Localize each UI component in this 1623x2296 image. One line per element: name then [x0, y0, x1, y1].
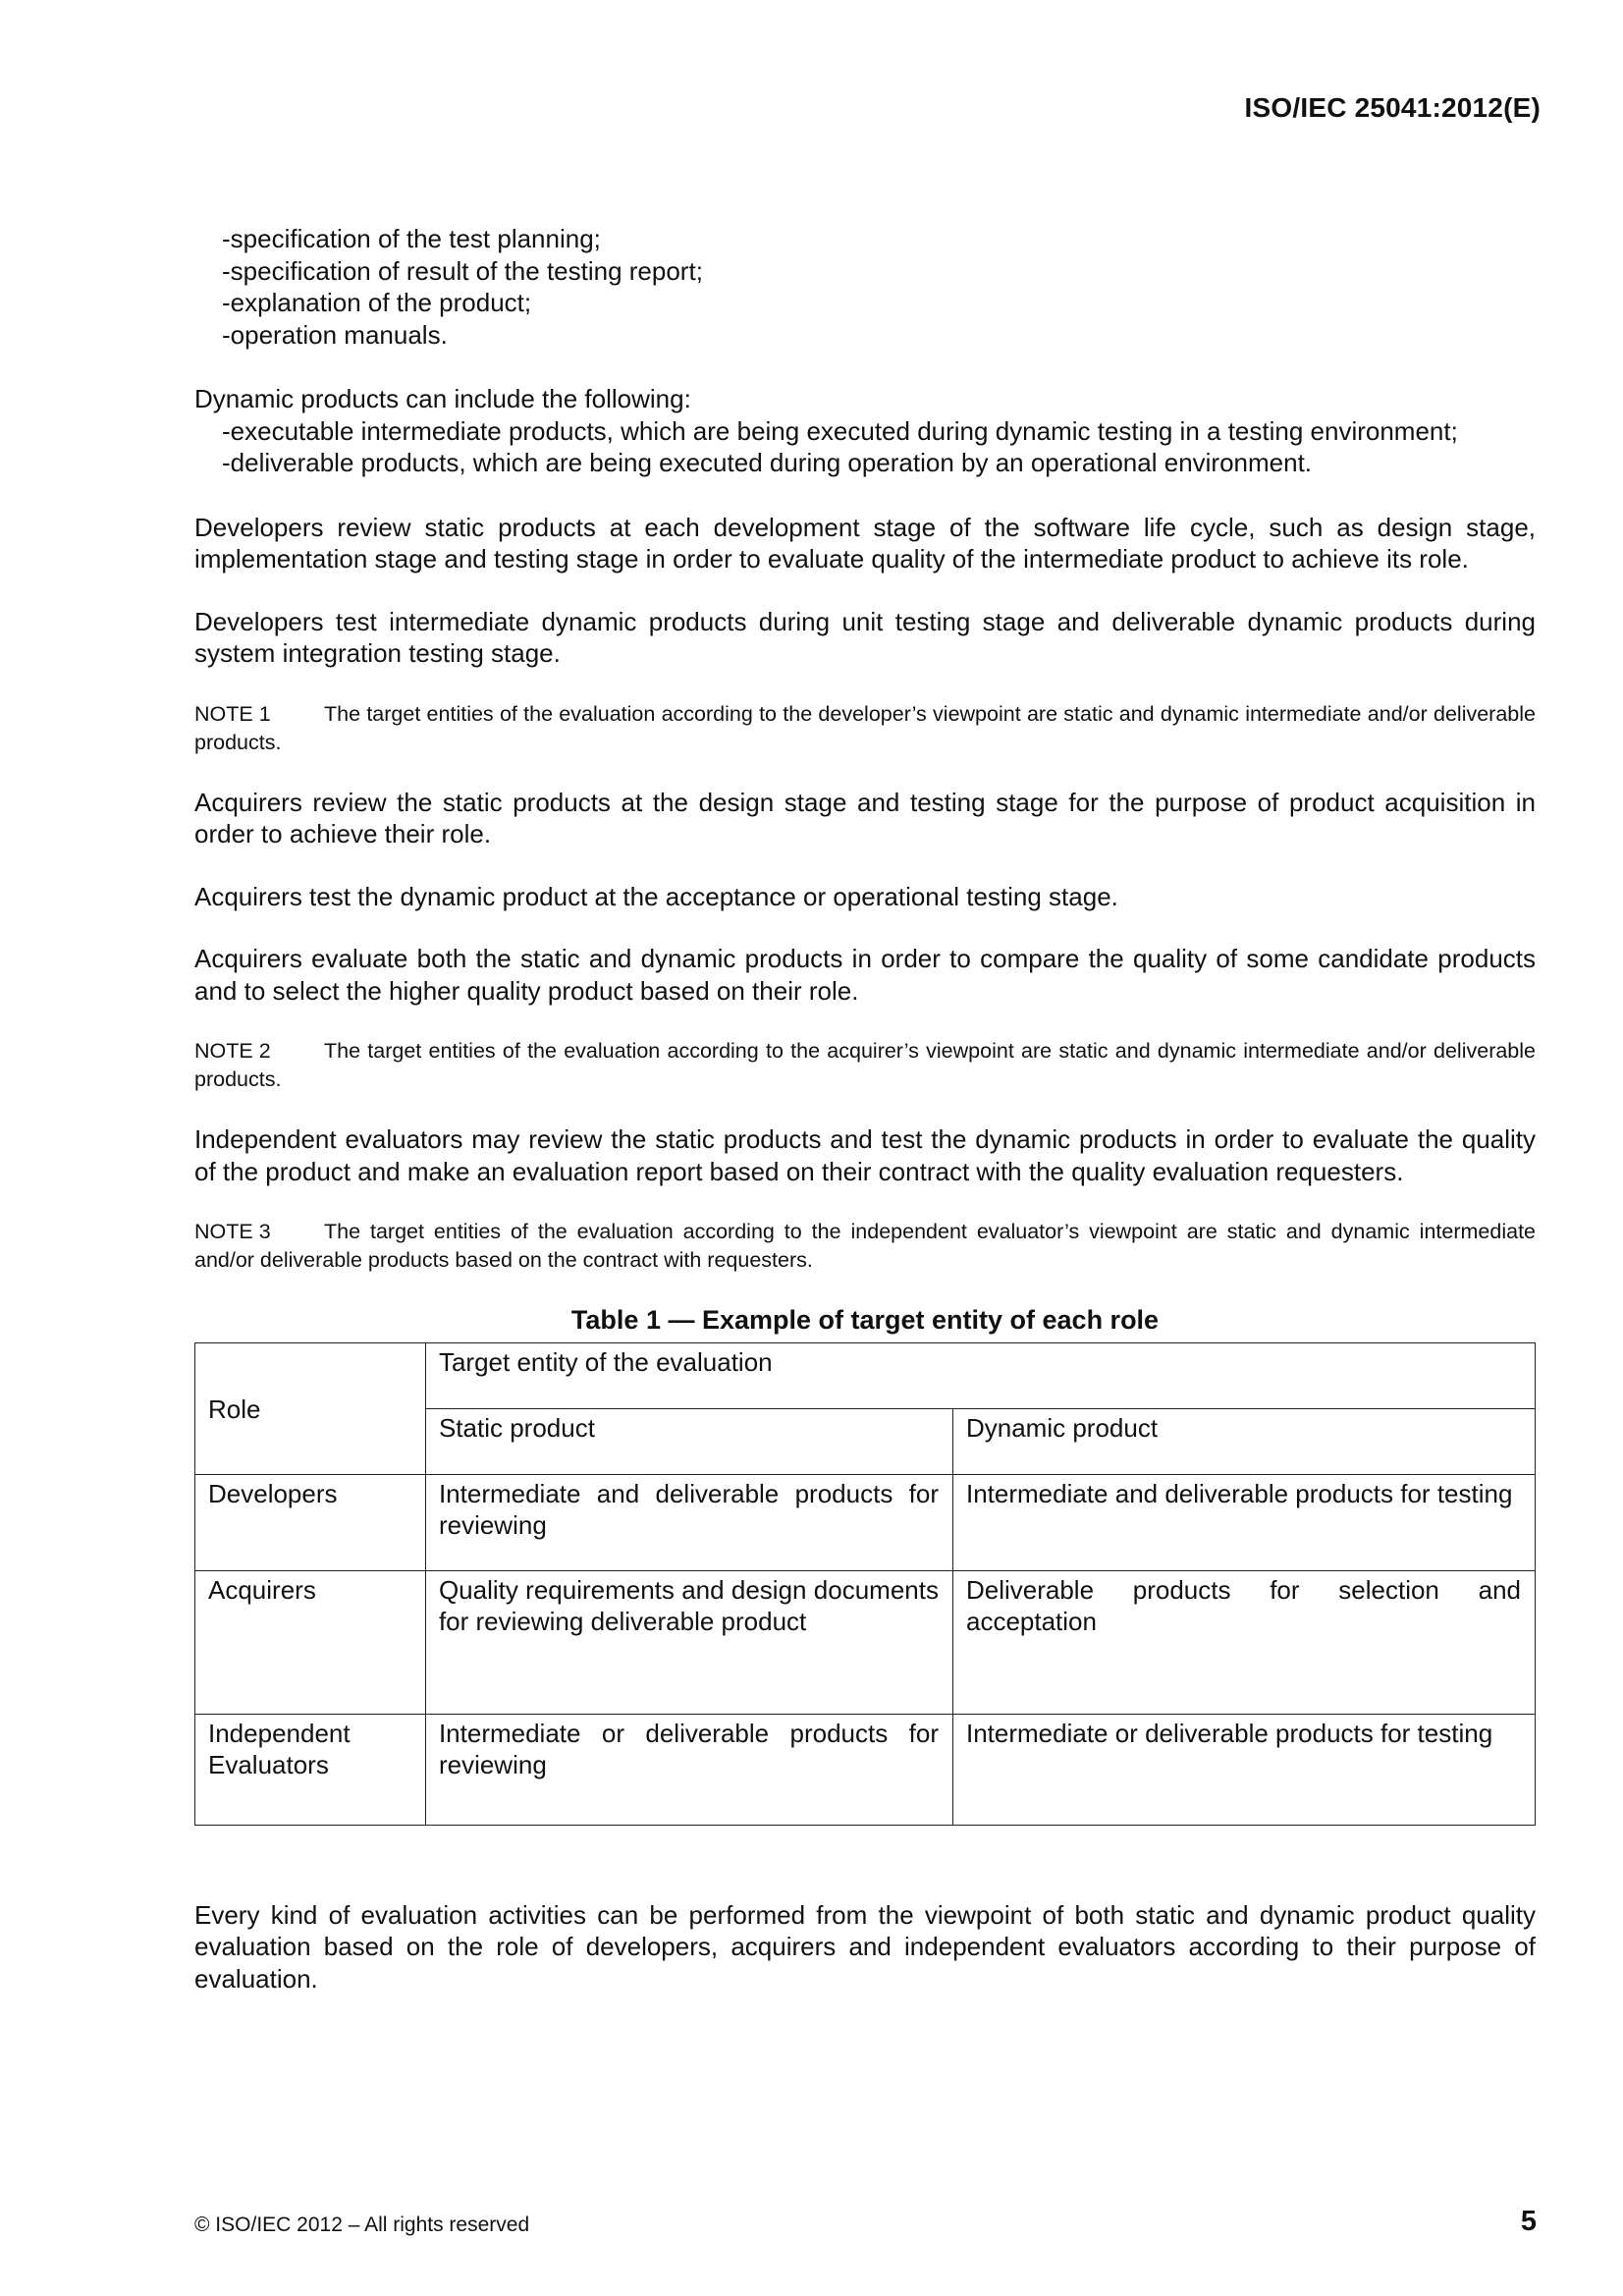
- table-row: [195, 1570, 1536, 1714]
- note-3: [194, 1218, 1536, 1275]
- footer-copyright: © ISO/IEC 2012 – All rights reserved: [194, 2214, 530, 2236]
- paragraph: Acquirers test the dynamic product at the acceptance or operational testing stage.: [194, 881, 1118, 911]
- table-cell-role: Developers: [195, 1474, 426, 1570]
- list-item: -specification of result of the testing report;: [222, 255, 703, 286]
- note-label: NOTE 3: [194, 1220, 271, 1243]
- table-row: [195, 1714, 1536, 1825]
- table-cell-role: Acquirers: [195, 1570, 426, 1714]
- table-caption: Table 1 — Example of target entity of each role: [570, 1305, 1160, 1335]
- note-2: [194, 1037, 1536, 1094]
- document-id-header: ISO/IEC 25041:2012(E): [1244, 92, 1541, 123]
- list-item: -specification of the test planning;: [222, 224, 601, 253]
- paragraph: Every kind of evaluation activities can be performed from the viewpoint of both static and dynamic product quality evaluation based on the role of developers, acquirers and independent evaluators according to their purpose of evaluation.: [194, 1899, 1536, 1994]
- note-text: The target entities of the evaluation according to the developer’s viewpoint are static and dynamic intermediate and/or deliverable products.: [194, 701, 1536, 754]
- list-item: -deliverable products, which are being executed during operation by an operational environment.: [222, 448, 1313, 477]
- table-cell-dynamic: Deliverable products for selection and acceptation: [952, 1570, 1535, 1714]
- table-cell-static: Intermediate or deliverable products for reviewing: [425, 1714, 952, 1825]
- paragraph: Acquirers evaluate both the static and dynamic products in order to compare the quality of some candidate products and to select the higher quality product based on their role.: [194, 944, 1536, 1006]
- static-products-list: [194, 223, 1536, 351]
- list-item: -executable intermediate products, which are being executed during dynamic testing in a testing environment;: [222, 415, 1458, 446]
- table-header-row: [195, 1342, 1536, 1408]
- table-cell-static: Quality requirements and design documents for reviewing deliverable product: [425, 1570, 952, 1714]
- table-header-static: Static product: [425, 1408, 952, 1474]
- table-header-dynamic: Dynamic product: [952, 1408, 1535, 1474]
- page-content: [194, 223, 1536, 1995]
- note-1: [194, 700, 1536, 757]
- paragraph: Independent evaluators may review the static products and test the dynamic products in order to evaluate the quality of the product and make an evaluation report based on their contract with the quality evaluation requesters.: [194, 1124, 1536, 1186]
- dynamic-products-intro: Dynamic products can include the following:: [194, 384, 691, 413]
- list-item: -operation manuals.: [222, 319, 448, 350]
- table-cell-role: Independent Evaluators: [195, 1714, 426, 1825]
- table-row: [195, 1474, 1536, 1570]
- note-label: NOTE 1: [194, 701, 271, 726]
- note-text: The target entities of the evaluation according to the independent evaluator’s viewpoint are static and dynamic intermediate and/or deliverable products based on the contract with requesters.: [194, 1220, 1536, 1272]
- table-header-role: [195, 1342, 426, 1474]
- note-label: NOTE 2: [194, 1039, 271, 1063]
- table-cell-static: Intermediate and deliverable products for reviewing: [425, 1474, 952, 1570]
- table-cell-dynamic: Intermediate and deliverable products for testing: [952, 1474, 1535, 1570]
- list-item: -explanation of the product;: [222, 288, 532, 317]
- dynamic-products-block: [194, 383, 1536, 479]
- role-header: Role: [208, 1394, 261, 1425]
- note-text: The target entities of the evaluation according to the acquirer’s viewpoint are static and dynamic intermediate and/or deliverable products.: [194, 1039, 1536, 1091]
- paragraph: Developers test intermediate dynamic products during unit testing stage and deliverable dynamic products during system integration testing stage.: [194, 606, 1536, 668]
- paragraph: Developers review static products at each development stage of the software life cycle, such as design stage, implementation stage and testing stage in order to evaluate quality of the intermediate product to achieve its role.: [194, 512, 1536, 574]
- page-number: 5: [1520, 2206, 1537, 2237]
- table-header-group: Target entity of the evaluation: [425, 1342, 1535, 1408]
- table-cell-dynamic: Intermediate or deliverable products for testing: [952, 1714, 1535, 1825]
- paragraph: Acquirers review the static products at the design stage and testing stage for the purpose of product acquisition in order to achieve their role.: [194, 787, 1536, 848]
- role-target-table: [194, 1342, 1536, 1826]
